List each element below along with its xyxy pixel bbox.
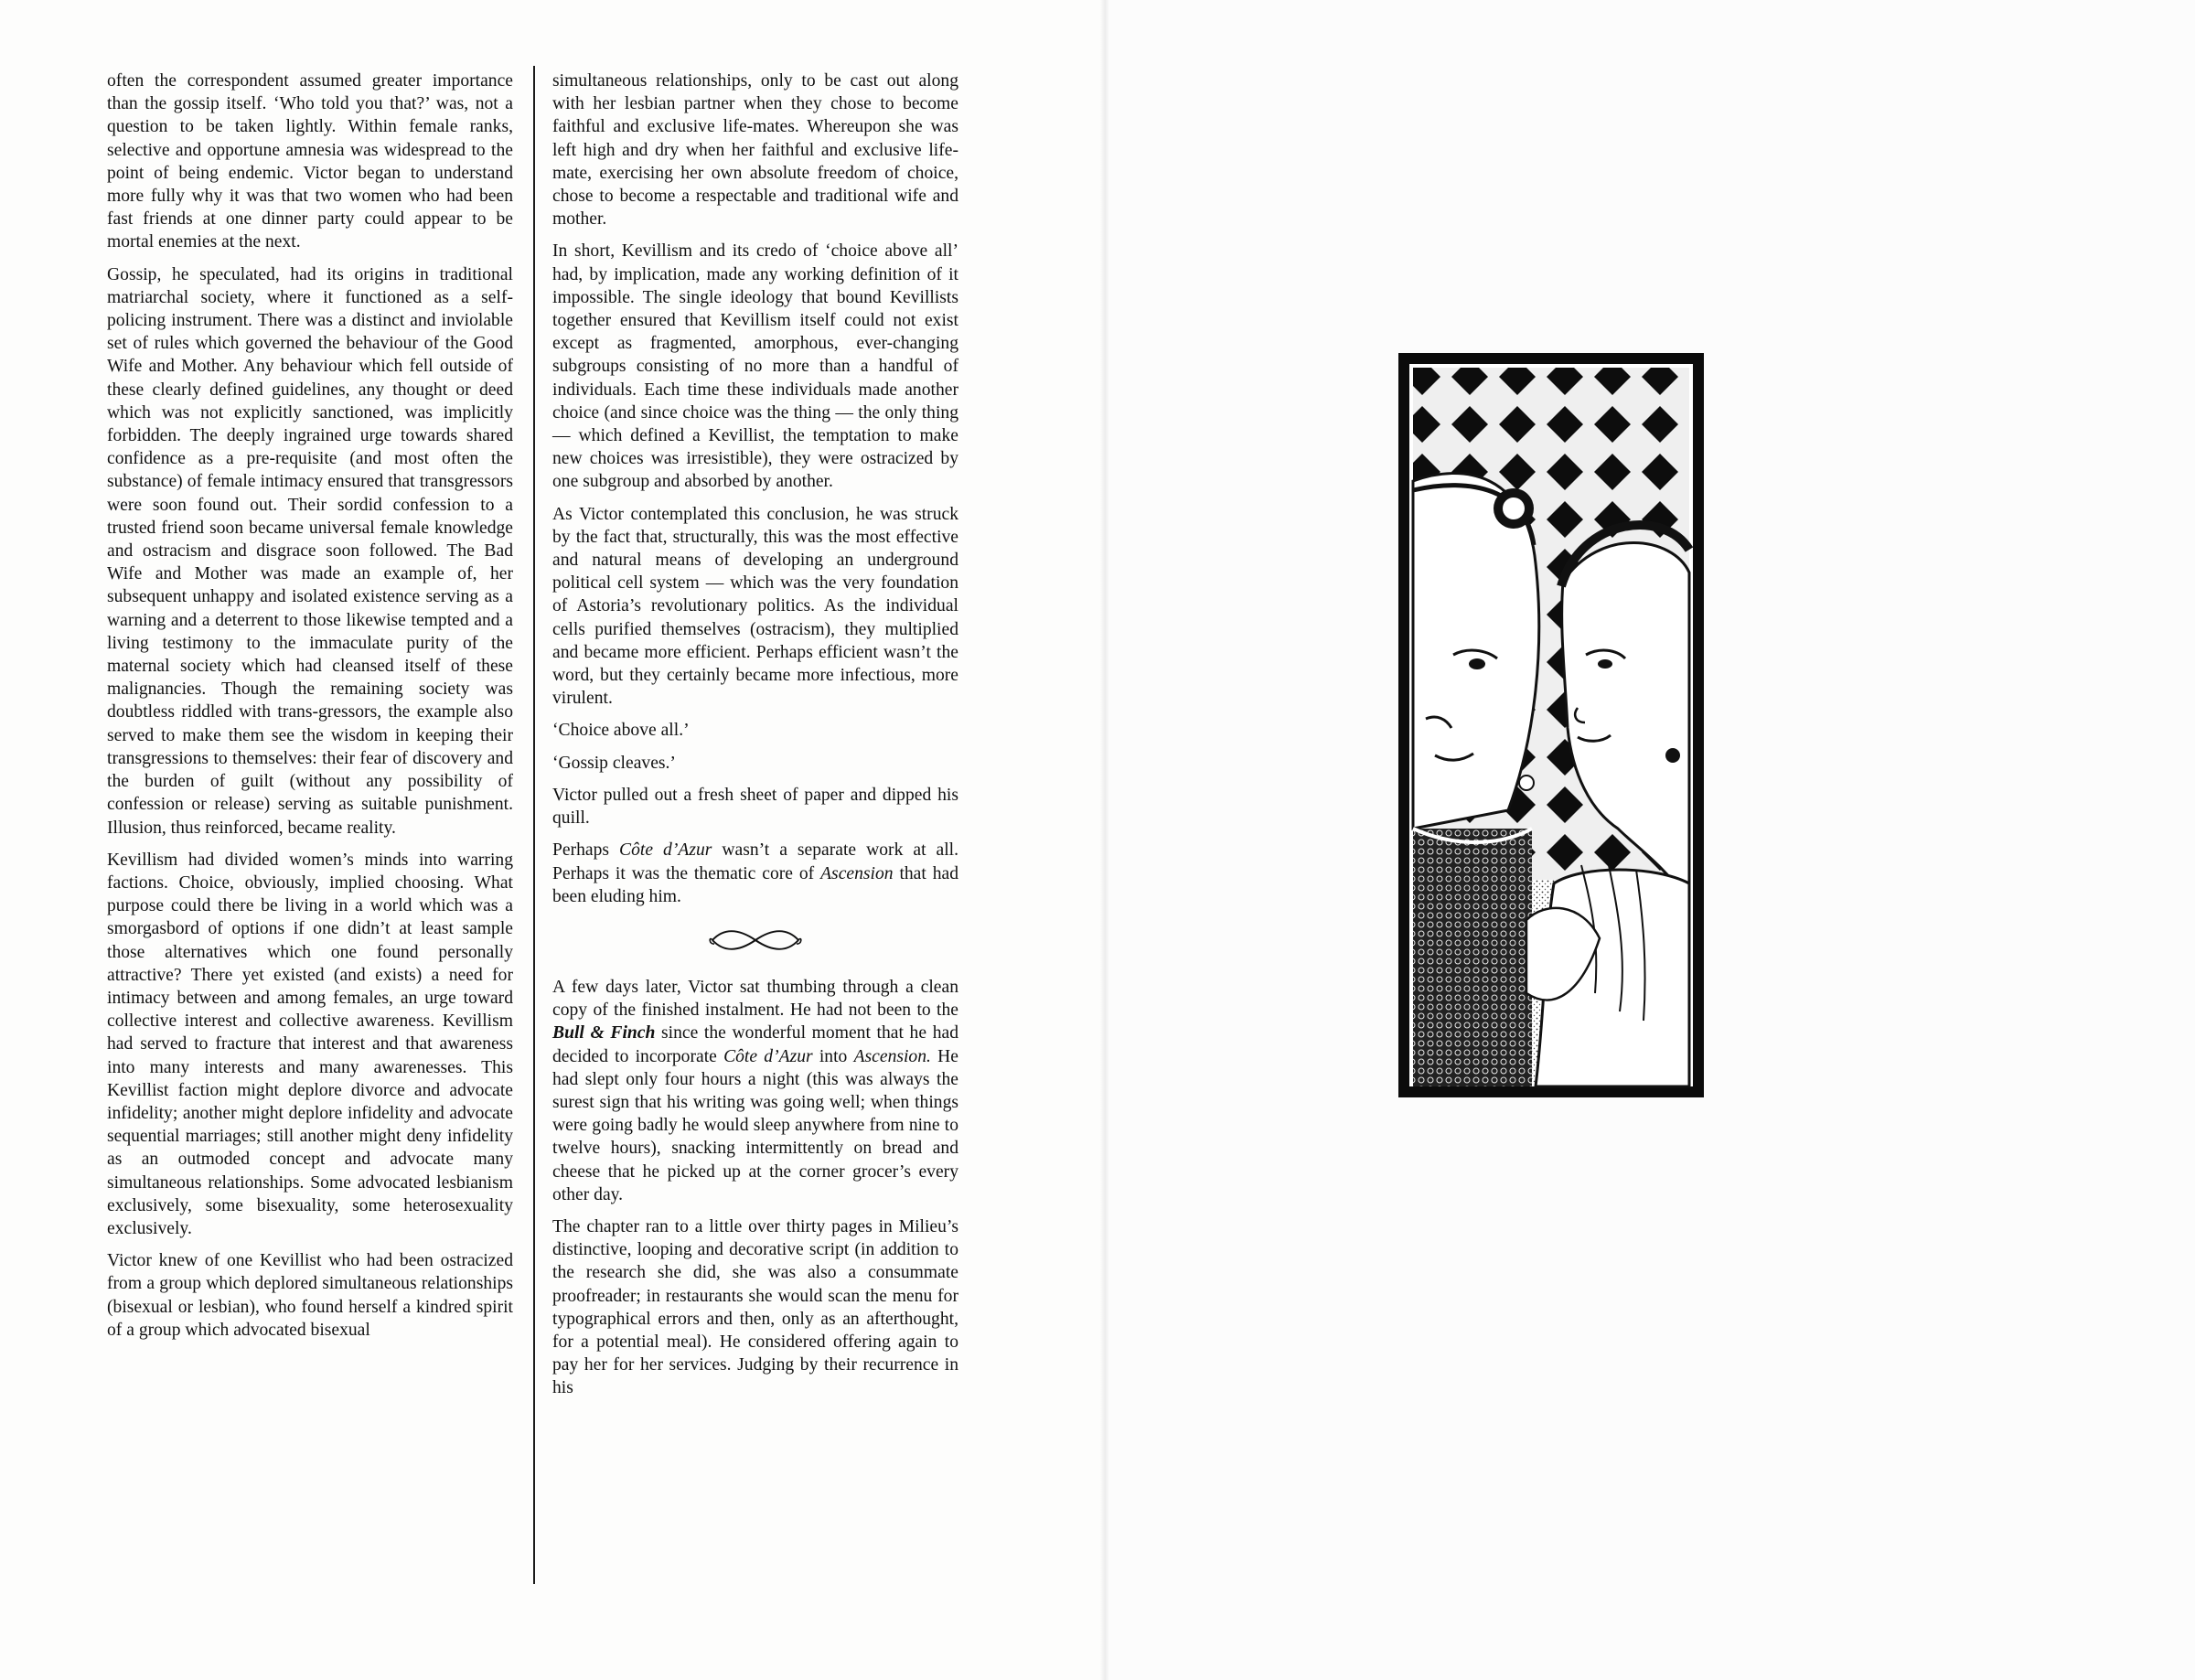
section-break-ornament xyxy=(552,925,958,956)
paragraph: Gossip, he speculated, had its origins in traditional matriarchal society, where it functioned as a self-policing instrument. There was a distinct and inviolable set of rules which governed the behaviour of the Good Wife and Mother. Any behaviour which fell outside of these clearly defined guidelines, any thought or deed which was not explicitly sanctioned, was implicitly forbidden. The deeply ingrained urge towards shared confidence as a pre-requisite (and most often the substance) of female intimacy ensured that transgressors were soon found out. Their sordid confession to a trusted friend soon became universal female knowledge and ostracism and disgrace soon followed. The Bad Wife and Mother was made an example of, her subsequent unhappy and isolated existence serving as a warning and a deterrent to those likewise tempted and a living testimony to the immaculate purity of the maternal society which had cleansed itself of these malignancies. Though the remaining society was doubtless riddled with trans-gressors, the example also served to make them see the wisdom in keeping their transgressions to themselves: their fear of discovery and the burden of guilt (without any possibility of confession or release) serving as suitable punishment. Illusion, thus reinforced, became reality. xyxy=(107,264,513,838)
paragraph: As Victor contemplated this conclusion, he was struck by the fact that, structurally, this was the most effective and natural means of developing an underground political cell system — which was the very foundation of Astoria’s revolutionary politics. As the individual cells purified themselves (ostracism), they multiplied and became more efficient. Perhaps efficient wasn’t the word, but they certainly became more infectious, more virulent. xyxy=(552,504,958,709)
paragraph: In short, Kevillism and its credo of ‘choice above all’ had, by implication, made any working definition of it impossible. The single ideology that bound Kevillists together ensured that Kevillism itself could not exist except as fragmented, amorphous, ever-changing subgroups consisting of no more than a handful of individuals. Each time these individuals made another choice (and since choice was the thing — the only thing — which defined a Kevillist, the temptation to make new choices was irresistible), they were ostracized by one subgroup and absorbed by another. xyxy=(552,241,958,492)
paragraph: Victor knew of one Kevillist who had been ostracized from a group which deplored simultaneous relationships (bisexual or lesbian), who found herself a kindred spirit of a group which advocated bisexual xyxy=(107,1251,513,1340)
italic-title: Côte d’Azur xyxy=(619,840,712,861)
paragraph: Victor pulled out a fresh sheet of paper and dipped his quill. xyxy=(552,785,958,829)
quote-line: ‘Gossip cleaves.’ xyxy=(552,753,676,773)
paragraph: The chapter ran to a little over thirty pages in Milieu’s distinctive, looping and decorative script (in addition to the research she did, she was also a consummate proofreader; in restaurants she would scan the menu for typographical errors and then, only as an afterthought, for a potential meal). He considered offering again to pay her for her services. Judging by their recurrence in his xyxy=(552,1216,958,1398)
paragraph: Kevillism had divided women’s minds into warring factions. Choice, obviously, implied choosing. What purpose could there be living in a world which was a smorgasbord of options if one didn’t at least sample those alternatives which one found personally attractive? There yet existed (and exists) a need for intimacy between and among females, an urge toward collective interest and collective awareness. Kevillism had served to fracture that interest and that awareness into many interests and many awarenesses. This Kevillist faction might deplore divorce and advocate infidelity; another might deplore infidelity and advocate sequential marriages; still another might deny infidelity as an outmoded concept and advocate many simultaneous relationships. Some advocated lesbianism exclusively, some bisexuality, some heterosexuality exclusively. xyxy=(107,850,513,1238)
text-column-right xyxy=(552,70,958,1409)
text-column-left xyxy=(107,70,513,1351)
italic-title: Côte d’Azur xyxy=(723,1046,813,1066)
flourish-icon xyxy=(705,925,806,956)
quote-line: ‘Choice above all.’ xyxy=(552,721,690,741)
portrait-illustration xyxy=(1398,353,1704,1097)
italic-title: Bull & Finch xyxy=(552,1023,656,1043)
italic-title: Ascension xyxy=(820,863,894,883)
column-rule xyxy=(533,66,535,1584)
paragraph: A few days later, Victor sat thumbing through a clean copy of the finished instalment. He had not been to the Bull & Finch since the wonderful moment that he had decided to incorporate Côte d’Azur into Ascension. He had slept only four hours a night (this was always the surest sign that his writing was going well; when things were going badly he would sleep anywhere from nine to twelve hours), snacking intermittently on bread and cheese that he picked up at the corner grocer’s every other day. xyxy=(552,977,959,1204)
paragraph: simultaneous relationships, only to be cast out along with her lesbian partner when they chose to become faithful and exclusive life-mates. Whereupon she was left high and dry when her faithful and exclusive life-mate, exercising her own absolute freedom of choice, chose to become a respectable and traditional wife and mother. xyxy=(552,71,958,230)
paragraph: often the correspondent assumed greater importance than the gossip itself. ‘Who told you that?’ was, not a question to be taken lightly. Within female ranks, selective and opportune amnesia was widespread to the point of being endemic. Victor began to understand more fully why it was that two women who had been fast friends at one dinner party could appear to be mortal enemies at the next. xyxy=(107,71,513,252)
italic-title: Ascension. xyxy=(853,1046,931,1066)
two-women-portrait-image xyxy=(1398,353,1704,1097)
paragraph: Perhaps Côte d’Azur wasn’t a separate work at all. Perhaps it was the thematic core of Ascension that had been eluding him. xyxy=(552,840,959,906)
